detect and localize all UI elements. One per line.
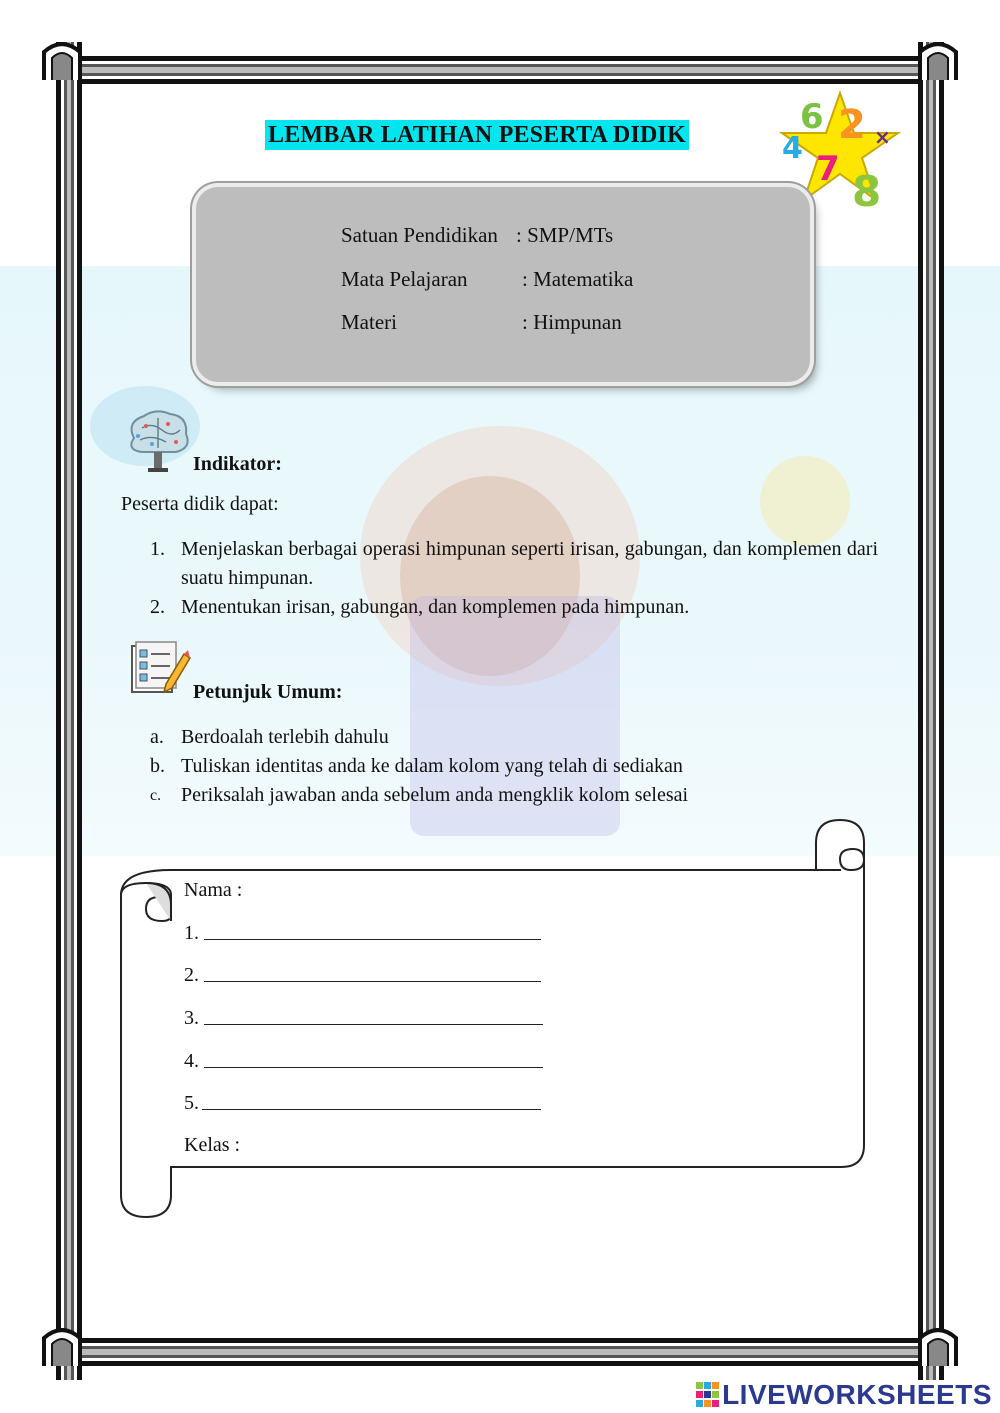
liveworksheets-logo-icon xyxy=(696,1382,720,1408)
name-label: Nama : xyxy=(184,879,243,901)
svg-text:4: 4 xyxy=(782,131,803,166)
brand-text: LIVEWORKSHEETS xyxy=(722,1379,992,1410)
info-value: : SMP/MTs xyxy=(516,223,614,247)
identity-scroll xyxy=(116,815,871,1225)
list-letter: b. xyxy=(150,755,165,777)
liveworksheets-logo[interactable] xyxy=(696,1379,992,1411)
indikator-heading: Indikator: xyxy=(193,453,282,475)
name-input-line-3[interactable] xyxy=(204,1024,543,1025)
list-letter: a. xyxy=(150,726,164,748)
svg-text:×: × xyxy=(874,125,891,149)
frame-bottom xyxy=(56,1338,944,1366)
list-item xyxy=(150,752,878,781)
svg-text:7: 7 xyxy=(816,149,840,189)
list-item xyxy=(150,781,878,810)
info-label: Satuan Pendidikan xyxy=(341,223,498,247)
list-number: 2. xyxy=(150,596,165,618)
info-label: Materi xyxy=(341,310,397,334)
brain-icon xyxy=(122,408,194,474)
frame-corner-tl xyxy=(42,42,82,82)
list-number: 1. xyxy=(150,538,165,560)
frame-corner-bl xyxy=(42,1328,82,1368)
svg-text:6: 6 xyxy=(800,97,824,137)
form-number: 4. xyxy=(184,1050,199,1072)
frame-corner-tr xyxy=(918,42,958,82)
info-label: Mata Pelajaran xyxy=(341,267,468,291)
name-input-line-5[interactable] xyxy=(202,1109,541,1110)
petunjuk-list xyxy=(150,723,878,810)
list-letter: c. xyxy=(150,787,162,804)
list-text: Berdoalah terlebih dahulu xyxy=(181,726,389,748)
indikator-intro: Peserta didik dapat: xyxy=(121,493,279,515)
form-number: 3. xyxy=(184,1007,199,1029)
page-title: LEMBAR LATIHAN PESERTA DIDIK xyxy=(265,120,689,150)
frame-right xyxy=(918,42,944,1380)
frame-top xyxy=(56,56,944,84)
name-input-line-1[interactable] xyxy=(204,939,541,940)
class-label: Kelas : xyxy=(184,1134,241,1156)
frame-left xyxy=(56,42,82,1380)
checklist-icon xyxy=(128,640,192,696)
form-number: 1. xyxy=(184,922,199,944)
svg-text:8: 8 xyxy=(852,167,882,216)
list-text: Menentukan irisan, gabungan, dan komplemen pada himpunan. xyxy=(181,596,690,618)
form-number: 5. xyxy=(184,1092,199,1114)
bg-circle xyxy=(760,456,850,546)
list-item xyxy=(150,535,878,593)
list-item xyxy=(150,723,878,752)
name-input-line-2[interactable] xyxy=(204,981,541,982)
info-row-school xyxy=(341,223,613,248)
list-item xyxy=(150,593,878,622)
info-row-subject xyxy=(341,267,633,292)
info-box xyxy=(196,187,810,382)
info-value: : Matematika xyxy=(522,267,634,291)
list-text: Tuliskan identitas anda ke dalam kolom yang telah di sediakan xyxy=(181,755,683,777)
frame-corner-br xyxy=(918,1328,958,1368)
list-text: Periksalah jawaban anda sebelum anda mengklik kolom selesai xyxy=(181,784,689,806)
info-row-topic xyxy=(341,310,622,335)
form-number: 2. xyxy=(184,964,199,986)
petunjuk-heading: Petunjuk Umum: xyxy=(193,681,343,703)
svg-text:2: 2 xyxy=(838,102,866,148)
name-input-line-4[interactable] xyxy=(204,1067,543,1068)
info-value: : Himpunan xyxy=(522,310,622,334)
list-text: Menjelaskan berbagai operasi himpunan seperti irisan, gabungan, dan komplemen dari suatu himpunan. xyxy=(181,538,878,589)
indikator-list xyxy=(150,535,878,622)
